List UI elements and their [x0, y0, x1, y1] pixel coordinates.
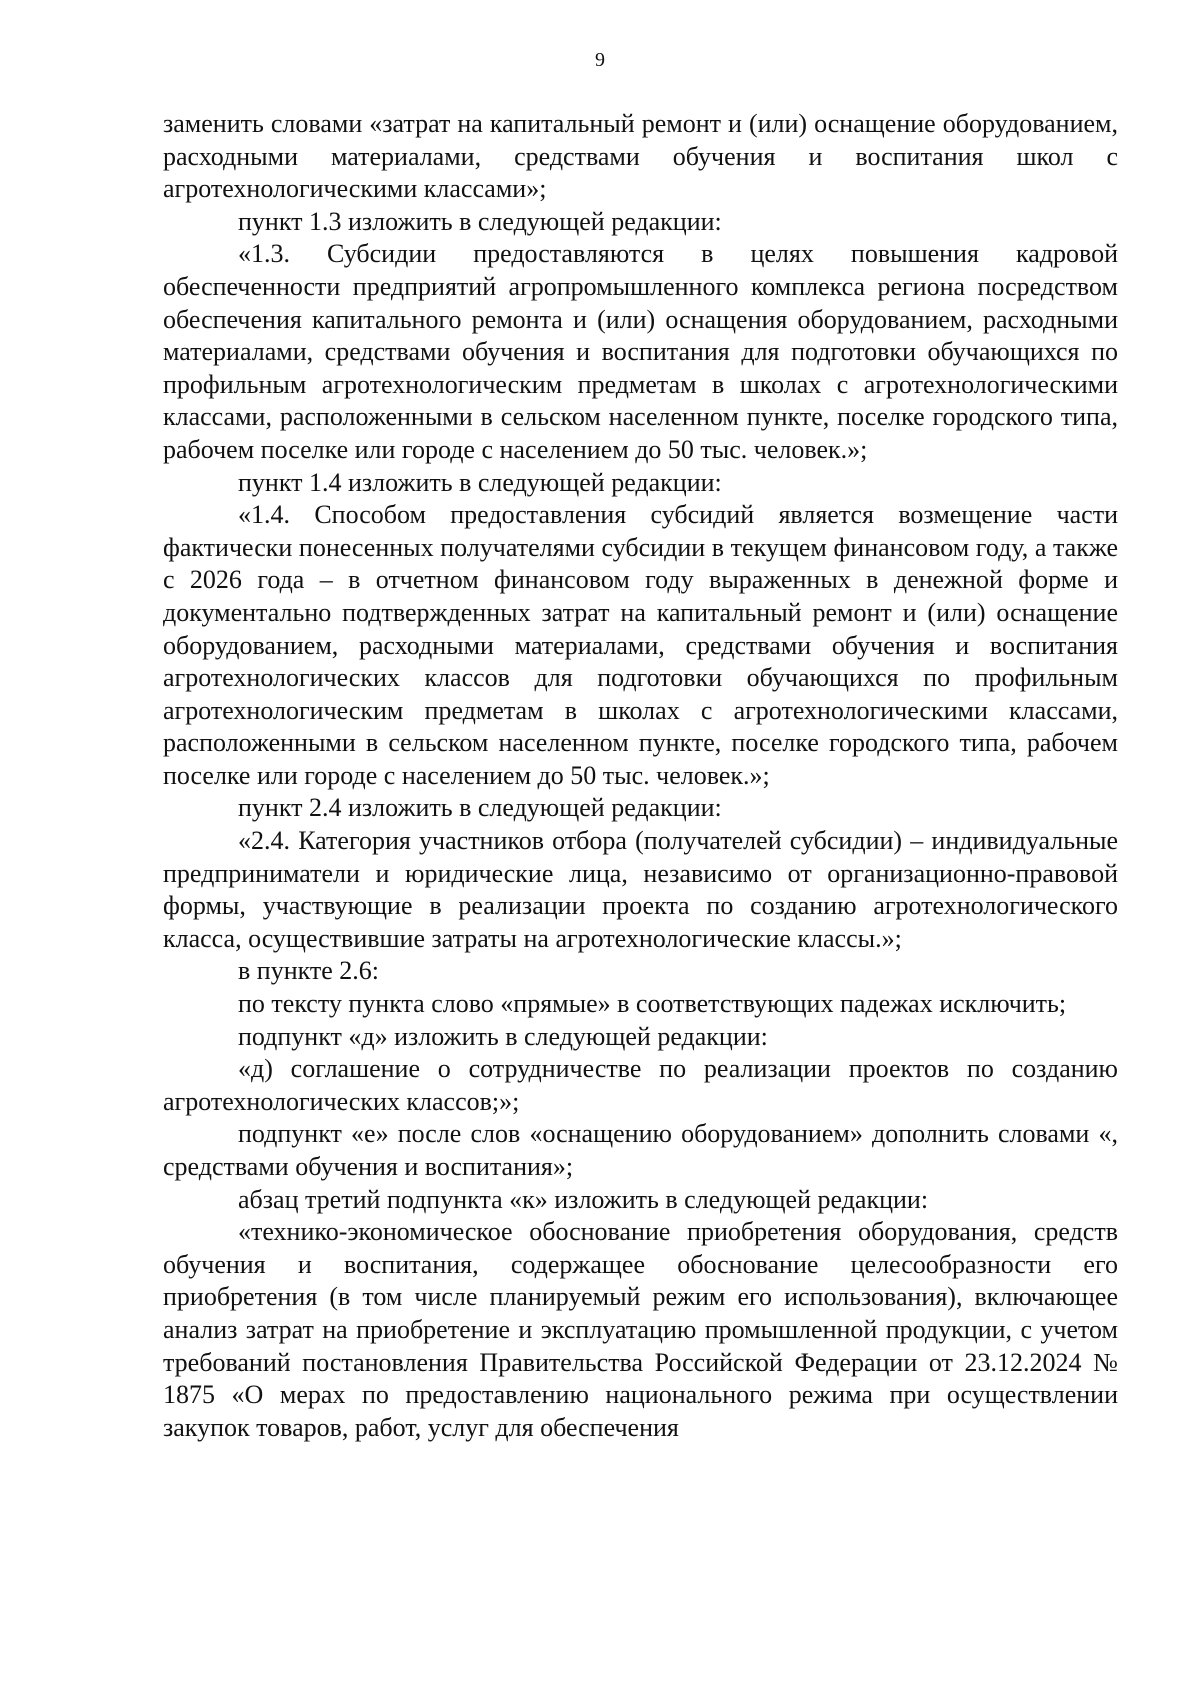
paragraph: подпункт «д» изложить в следующей редакции: — [238, 1021, 768, 1051]
paragraph: пункт 1.4 изложить в следующей редакции: — [238, 467, 722, 497]
paragraph: пункт 1.3 изложить в следующей редакции: — [238, 206, 722, 236]
paragraph: «д) соглашение о сотрудничестве по реализации проектов по созданию агротехнологических классов;»; — [163, 1054, 1118, 1116]
paragraph: «1.3. Субсидии предоставляются в целях повышения кадровой обеспеченности предприятий агропромышленного комплекса региона посредством обеспечения капитального ремонта и (или) оснащения оборудованием, расходными материалами, средствами обучения и воспитания для подготовки обучающихся по профильным агротехнологическим предметам в школах с агротехнологическими классами, расположенными в сельском населенном пункте, поселке городского типа, рабочем поселке или городе с населением до 50 тыс. человек.»; — [163, 239, 1118, 464]
page-number: 9 — [595, 49, 605, 71]
paragraph: абзац третий подпункта «к» изложить в следующей редакции: — [238, 1184, 929, 1214]
paragraph: в пункте 2.6: — [238, 956, 380, 986]
paragraph: по тексту пункта слово «прямые» в соответствующих падежах исключить; — [238, 989, 1067, 1019]
paragraph: пункт 2.4 изложить в следующей редакции: — [238, 793, 722, 823]
paragraph: подпункт «е» после слов «оснащению оборудованием» дополнить словами «, средствами обучения и воспитания»; — [163, 1119, 1118, 1181]
paragraph: заменить словами «затрат на капитальный ремонт и (или) оснащение оборудованием, расходными материалами, средствами обучения и воспитания школ с агротехнологическими классами»; — [163, 109, 1118, 204]
paragraph: «1.4. Способом предоставления субсидий является возмещение части фактически понесенных получателями субсидии в текущем финансовом году, а также с 2026 года – в отчетном финансовом году выраженных в денежной форме и документально подтвержденных затрат на капитальный ремонт и (или) оснащение оборудованием, расходными материалами, средствами обучения и воспитания агротехнологических классов для подготовки обучающихся по профильным агротехнологическим предметам в школах с агротехнологическими классами, расположенными в сельском населенном пункте, поселке городского типа, рабочем поселке или городе с населением до 50 тыс. человек.»; — [163, 500, 1118, 790]
paragraph: «2.4. Категория участников отбора (получателей субсидии) – индивидуальные предприниматели и юридические лица, независимо от организационно-правовой формы, участвующие в реализации проекта по созданию агротехнологического класса, осуществившие затраты на агротехнологические классы.»; — [163, 826, 1118, 953]
document-body — [163, 108, 1118, 1444]
paragraph: «технико-экономическое обоснование приобретения оборудования, средств обучения и воспитания, содержащее обоснование целесообразности его приобретения (в том числе планируемый режим его использования), включающее анализ затрат на приобретение и эксплуатацию промышленной продукции, с учетом требований постановления Правительства Российской Федерации от 23.12.2024 № 1875 «О мерах по предоставлению национального режима при осуществлении закупок товаров, работ, услуг для обеспечения — [163, 1217, 1118, 1442]
